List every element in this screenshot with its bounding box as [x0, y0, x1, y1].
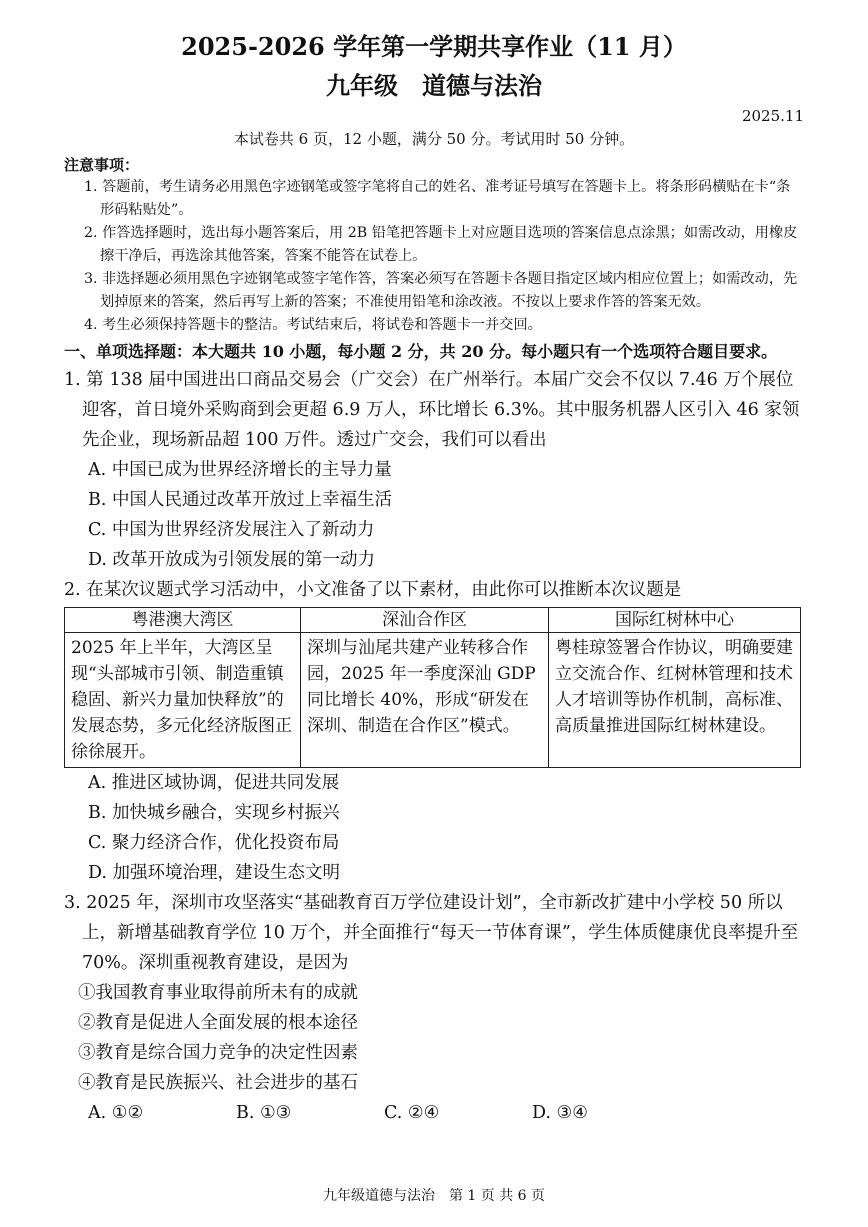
- notice-item: 2. 作答选择题时，选出每小题答案后，用 2B 铅笔把答题卡上对应题目选项的答案信息点涂黑；如需改动，用橡皮擦干净后，再选涂其他答案，答案不能答在试卷上。: [84, 225, 798, 264]
- table-cell: 深圳与汕尾共建产业转移合作园，2025 年一季度深汕 GDP 同比增长 40%，形成“研发在深圳、制造在合作区”模式。: [301, 633, 549, 768]
- table-cell: 2025 年上半年，大湾区呈现“头部城市引领、制造重镇稳固、新兴力量加快释放”的发展态势，多元化经济版图正徐徐展开。: [65, 633, 301, 768]
- page-title: 2025-2026 学年第一学期共享作业（11 月）: [181, 32, 687, 61]
- question-2-material-table: [64, 607, 801, 768]
- table-header-cell: 国际红树林中心: [549, 608, 801, 633]
- question-1-option-b: B. 中国人民通过改革开放过上幸福生活: [88, 490, 392, 510]
- question-1-option-d: D. 改革开放成为引领发展的第一动力: [88, 550, 376, 570]
- question-3-options: [64, 1098, 804, 1128]
- notice-item: 3. 非选择题必须用黑色字迹钢笔或签字笔作答，答案必须写在答题卡各题目指定区域内相应位置上；如需改动，先划掉原来的答案，然后再写上新的答案；不准使用铅笔和涂改液。不按以上要求作答的答案无效。: [84, 271, 798, 310]
- question-3-option-c: C. ②④: [384, 1103, 440, 1123]
- section-heading: 一、单项选择题：本大题共 10 小题，每小题 2 分，共 20 分。每小题只有一个选项符合题目要求。: [64, 342, 778, 361]
- table-cell: 粤桂琼签署合作协议，明确要建立交流合作、红树林管理和技术人才培训等协作机制，高标准、高质量推进国际红树林建设。: [549, 633, 801, 768]
- table-header-cell: 粤港澳大湾区: [65, 608, 301, 633]
- question-3-statement: ②教育是促进人全面发展的根本途径: [78, 1013, 358, 1033]
- question-3-statement: ③教育是综合国力竞争的决定性因素: [78, 1043, 358, 1063]
- question-2-option-a: A. 推进区域协调，促进共同发展: [88, 773, 340, 793]
- question-2-option-d: D. 加强环境治理，建设生态文明: [88, 863, 341, 883]
- question-2-stem: 2. 在某次议题式学习活动中，小文准备了以下素材，由此你可以推断本次议题是: [64, 580, 682, 600]
- exam-date: 2025.11: [741, 107, 804, 125]
- question-2-option-b: B. 加快城乡融合，实现乡村振兴: [88, 803, 340, 823]
- question-3-stem: 3. 2025 年，深圳市攻坚落实“基础教育百万学位建设计划”，全市新改扩建中小学校 50 所以上，新增基础教育学位 10 万个，并全面推行“每天一节体育课”，学生体质健康优良率提升至 70%。深圳重视教育建设，是因为: [64, 893, 799, 973]
- question-1-option-a: A. 中国已成为世界经济增长的主导力量: [88, 460, 392, 480]
- question-1-option-c: C. 中国为世界经济发展注入了新动力: [88, 520, 375, 540]
- notice-heading: 注意事项：: [64, 156, 140, 174]
- page-footer: 九年级道德与法治 第 1 页 共 6 页: [322, 1188, 546, 1204]
- page-subtitle: 九年级 道德与法治: [326, 71, 542, 100]
- table-row: [65, 633, 801, 768]
- notice-item: 4. 考生必须保持答题卡的整洁。考试结束后，将试卷和答题卡一并交回。: [84, 317, 542, 333]
- question-3-statement: ①我国教育事业取得前所未有的成就: [78, 983, 358, 1003]
- table-header-cell: 深汕合作区: [301, 608, 549, 633]
- question-3-option-a: A. ①②: [88, 1103, 144, 1123]
- question-1-stem: 1. 第 138 届中国进出口商品交易会（广交会）在广州举行。本届广交会不仅以 7.46 万个展位迎客，首日境外采购商到会更超 6.9 万人，环比增长 6.3%。其中服务机器人区引入 46 家领先企业，现场新品超 100 万件。透过广交会，我们可以看出: [64, 370, 800, 450]
- question-2-option-c: C. 聚力经济合作，优化投资布局: [88, 833, 340, 853]
- question-3-statement: ④教育是民族振兴、社会进步的基石: [78, 1073, 358, 1093]
- notice-item: 1. 答题前，考生请务必用黑色字迹钢笔或签字笔将自己的姓名、准考证号填写在答题卡上。将条形码横贴在卡“条形码粘贴处”。: [84, 179, 791, 218]
- question-3-option-b: B. ①③: [236, 1103, 292, 1123]
- exam-meta: 本试卷共 6 页，12 小题，满分 50 分。考试用时 50 分钟。: [233, 130, 635, 148]
- notice-list: [64, 176, 804, 337]
- table-header-row: [65, 608, 801, 633]
- question-3-option-d: D. ③④: [532, 1103, 588, 1123]
